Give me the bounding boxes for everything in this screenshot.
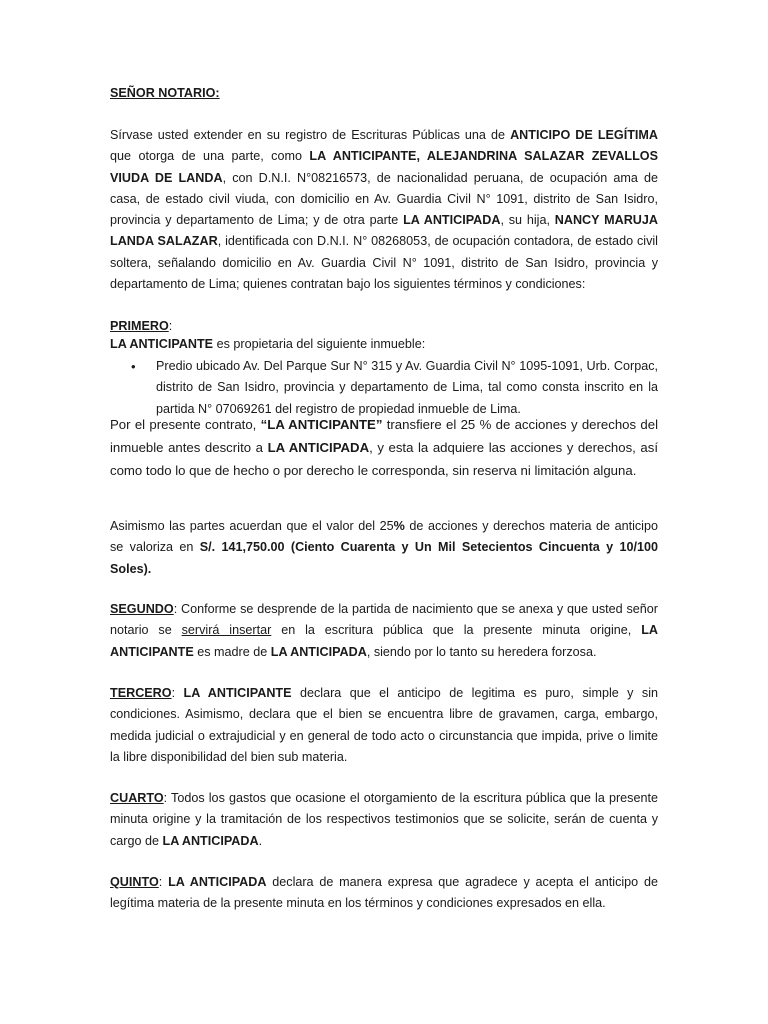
quinto-paragraph — [110, 872, 658, 915]
valor-percent: % — [393, 519, 405, 533]
intro-text-3: , con D.N.I. N°08216573, de nacionalidad peruana, de ocupación ama de casa, de estado civil viuda, con domicilio en Av. Guardia Civil N° 1091, distrito de San Isidro, provincia y departamento de Lima; y de otra parte — [110, 170, 658, 228]
quinto-text-1: : — [158, 875, 169, 889]
tercero-bold: LA ANTICIPANTE — [183, 686, 292, 700]
primero-colon: : — [168, 319, 173, 333]
cuarto-bold: LA ANTICIPADA — [162, 833, 259, 848]
segundo-bold-2: LA ANTICIPADA — [270, 644, 367, 659]
primero-text: es propietaria del siguiente inmueble: — [213, 337, 426, 351]
document-title: SEÑOR NOTARIO: — [110, 86, 220, 100]
quinto-text-2: declara de manera expresa que agradece y acepta el anticipo de legítima materia de la presente minuta en los términos y condiciones expresados en ella. — [110, 875, 658, 911]
valor-amount: S/. 141,750.00 (Ciento Cuarenta y Un Mil Setecientos Cincuenta y 10/100 Soles). — [110, 540, 659, 576]
intro-bold-2: LA ANTICIPANTE, ALEJANDRINA SALAZAR ZEVALLOS VIUDA DE LANDA — [110, 149, 658, 185]
tercero-text-2: declara que el anticipo de legitima es puro, simple y sin condiciones. Asimismo, declara que el bien se encuentra libre de gravamen, carga, embargo, medida judicial o extrajudicial y en general de todo acto o circunstancia que impida, prive o limite la libre disponibilidad del bien sub materia. — [110, 686, 659, 764]
transfer-text-2: transfiere el 25 % de acciones y derechos del inmueble antes descrito a — [110, 417, 659, 455]
intro-bold-4: NANCY MARUJA LANDA SALAZAR — [110, 213, 658, 249]
valor-text-1: Asimismo las partes acuerdan que el valor del 25 — [110, 519, 394, 533]
cuarto-paragraph — [110, 788, 658, 852]
valor-text-2: de acciones y derechos materia de anticipo se valoriza en — [110, 519, 658, 555]
segundo-text-4: , siendo por lo tanto su heredera forzosa. — [366, 644, 597, 659]
intro-text-4: , su hija, — [500, 213, 555, 228]
segundo-text-3: es madre de — [193, 644, 271, 659]
transfer-text-3: , y esta la adquiere las acciones y derechos, así como todo lo que de hecho o por derecho le corresponda, sin reserva ni limitación alguna. — [110, 440, 658, 478]
segundo-underlined: servirá insertar — [181, 623, 272, 638]
intro-text-5: , identificada con D.N.I. N° 08268053, de ocupación contadora, de estado civil soltera, señalando domicilio en Av. Guardia Civil N° 1091, distrito de San Isidro, provincia y departamento de Lima; quienes contratan bajo los siguientes términos y condiciones: — [110, 234, 658, 292]
primero-heading: PRIMERO — [110, 319, 169, 333]
property-bullet-text: Predio ubicado Av. Del Parque Sur N° 315 y Av. Guardia Civil N° 1095-1091, Urb. Corpac, distrito de San Isidro, provincia y departamento de Lima, tal como consta inscrito en la partida N° 07069261 del registro de propiedad inmueble de Lima. — [156, 359, 658, 416]
tercero-heading: TERCERO — [110, 686, 172, 700]
cuarto-heading: CUARTO — [110, 791, 164, 805]
quinto-heading: QUINTO — [110, 875, 159, 889]
segundo-bold-1: LA ANTICIPANTE — [110, 623, 658, 659]
valor-paragraph — [110, 516, 658, 580]
quinto-bold: LA ANTICIPADA — [168, 875, 267, 889]
tercero-paragraph — [110, 683, 658, 768]
segundo-text-2: en la escritura pública que la presente minuta origine, — [271, 623, 642, 638]
intro-bold-3: LA ANTICIPADA — [403, 213, 501, 228]
segundo-paragraph — [110, 599, 658, 663]
cuarto-text-1: : Todos los gastos que ocasione el otorgamiento de la escritura pública que la presente minuta origine y la tramitación de los respectivos testimonios que se solicite, serán de cuenta y cargo de — [110, 791, 658, 848]
segundo-heading: SEGUNDO — [110, 602, 174, 616]
intro-text-1: Sírvase usted extender en su registro de Escrituras Públicas una de — [110, 128, 511, 142]
primero-bold: LA ANTICIPANTE — [110, 337, 214, 351]
transfer-text-1: Por el presente contrato, — [110, 417, 261, 432]
intro-paragraph — [110, 125, 658, 295]
intro-text-2: que otorga de una parte, como — [110, 149, 310, 164]
tercero-text-1: : — [171, 686, 184, 700]
intro-bold-1: ANTICIPO DE LEGÍTIMA — [510, 128, 659, 142]
property-bullet-item — [110, 356, 658, 420]
bullet-icon: • — [131, 359, 136, 374]
segundo-text-1: : Conforme se desprende de la partida de nacimiento que se anexa y que usted señor notario se — [110, 602, 658, 638]
transfer-bold-2: LA ANTICIPADA — [267, 440, 370, 455]
primero-statement — [110, 334, 658, 355]
transfer-bold-1: “LA ANTICIPANTE” — [260, 417, 383, 432]
cuarto-text-2: . — [258, 833, 263, 848]
transfer-paragraph — [110, 413, 658, 482]
